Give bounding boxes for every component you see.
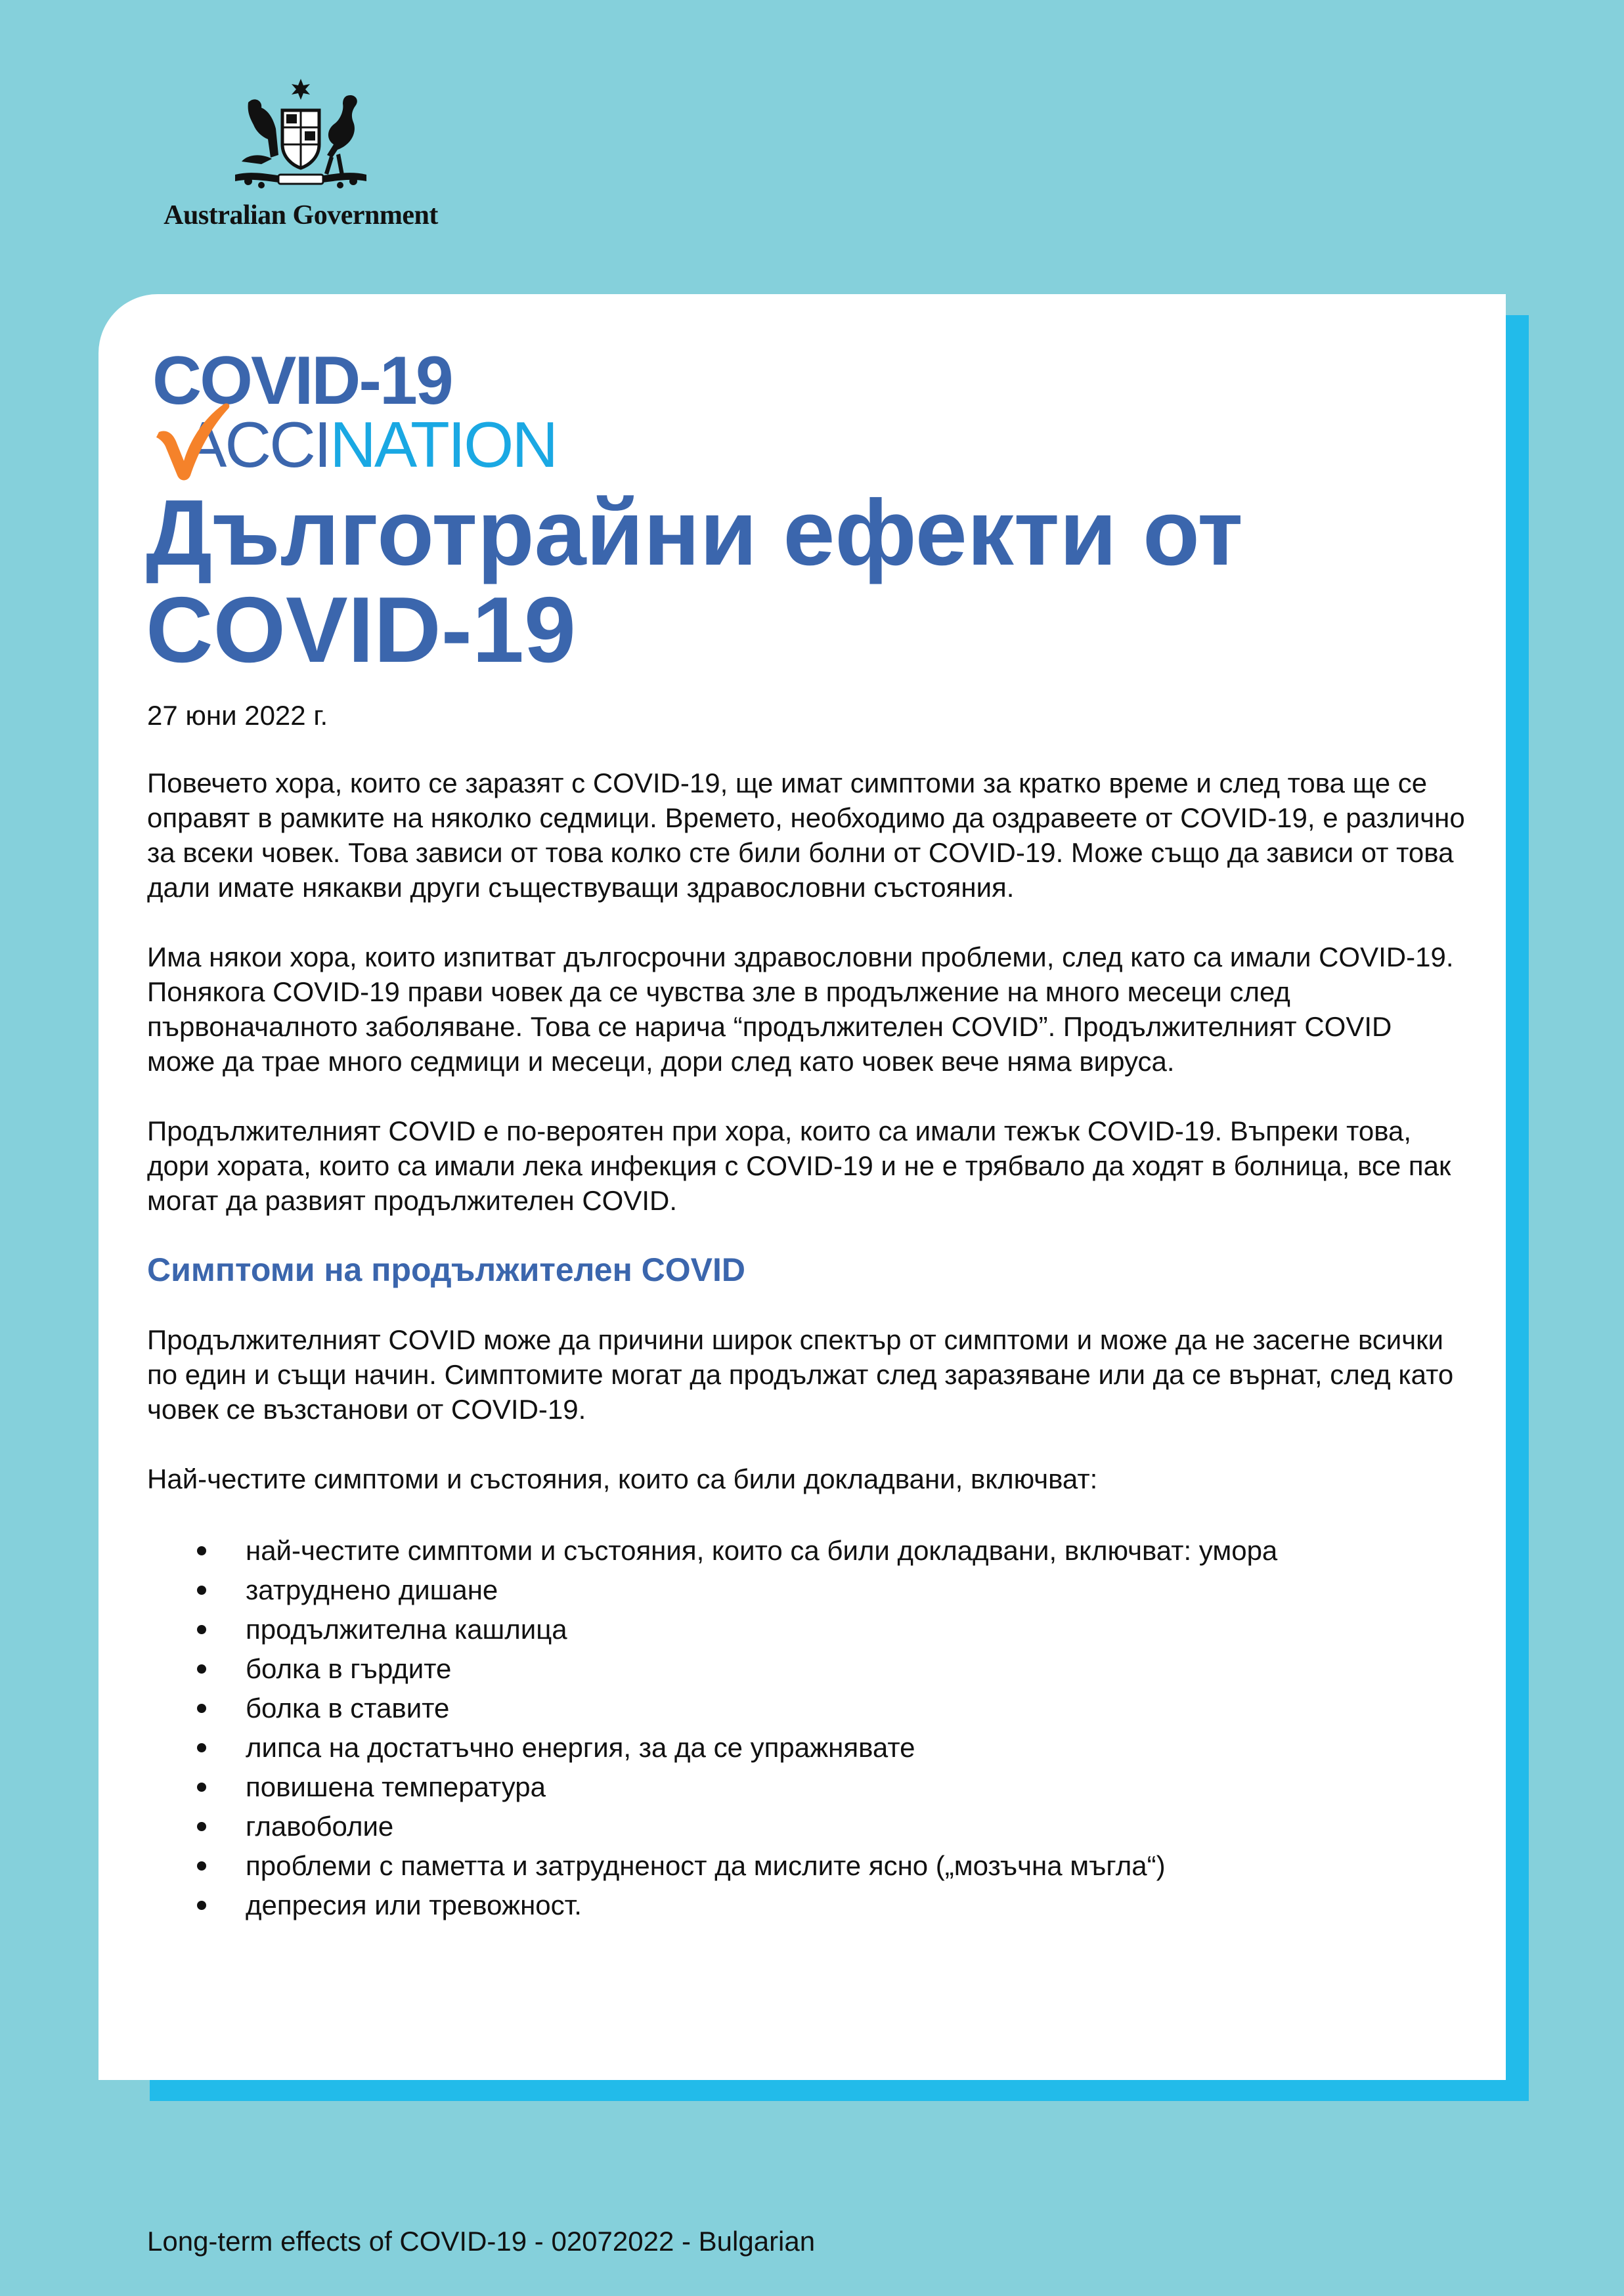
- list-item: болка в ставите: [246, 1689, 1467, 1728]
- government-name: Australian Government: [164, 200, 438, 230]
- list-item: най-честите симптоми и състояния, които са били докладвани, включват: умора: [246, 1531, 1467, 1570]
- paragraph: Най-честите симптоми и състояния, които са били докладвани, включват:: [147, 1463, 1098, 1494]
- paragraph: Повечето хора, които се заразят с COVID-19, ще имат симптоми за кратко време и след това ще се оправят в рамките на няколко седмици. Времето, необходимо да оздравеете от COVID-19, е различно за всеки човек. Това зависи от това колко сте били болни от COVID-19. Може също да зависи от това дали имате някакви други съществуващи здравословни състояния.: [147, 768, 1465, 903]
- brand-line-2-light: NATION: [330, 408, 557, 481]
- section-heading: Симптоми на продължителен COVID: [147, 1251, 746, 1288]
- page-footer: Long-term effects of COVID-19 - 02072022 - Bulgarian: [147, 2226, 816, 2257]
- brand-line-2-dark: ACCI: [184, 408, 330, 481]
- brand-line-2: [184, 408, 557, 481]
- paragraph: Има някои хора, които изпитват дългосрочни здравословни проблеми, след като са имали COVID-19. Понякога COVID-19 прави човек да се чувства зле в продължение на много месеци след първоначалното заболяване. Това се нарича “продължителен COVID”. Продължителният COVID може да трае много седмици и месеци, дори след като човек вече няма вируса.: [147, 942, 1454, 1077]
- list-item: повишена температура: [246, 1767, 1467, 1807]
- document-body: [147, 766, 1467, 1925]
- paragraph: Продължителният COVID е по-вероятен при хора, които са имали тежък COVID-19. Въпреки това, дори хората, които са имали лека инфекция с COVID-19 и не е трябвало да ходят в болница, все пак могат да развият продължителен COVID.: [147, 1116, 1451, 1216]
- symptom-list: [147, 1531, 1467, 1925]
- list-item: продължителна кашлица: [246, 1610, 1467, 1649]
- list-item: главоболие: [246, 1807, 1467, 1846]
- document-card: [99, 294, 1506, 2080]
- list-item: депресия или тревожност.: [246, 1886, 1467, 1925]
- page-title: Дълготрайни ефекти от COVID-19: [146, 481, 1243, 682]
- list-item: затруднено дишане: [246, 1570, 1467, 1610]
- brand-line-1: COVID-19: [152, 343, 452, 419]
- checkmark-icon: [150, 398, 235, 483]
- document-date: 27 юни 2022 г.: [147, 700, 328, 731]
- list-item: проблеми с паметта и затрудненост да мислите ясно („мозъчна мъгла“): [246, 1846, 1467, 1886]
- covid-vaccination-brand: [150, 343, 609, 481]
- list-item: липса на достатъчно енергия, за да се упражнявате: [246, 1728, 1467, 1767]
- coat-of-arms-icon: [222, 76, 380, 191]
- list-item: болка в гърдите: [246, 1649, 1467, 1689]
- paragraph: Продължителният COVID може да причини широк спектър от симптоми и може да не засегне всички по един и същи начин. Симптомите могат да продължат след заразяване или да се върнат, след като човек се възстанови от COVID-19.: [147, 1324, 1454, 1425]
- australian-government-logo: [150, 76, 452, 234]
